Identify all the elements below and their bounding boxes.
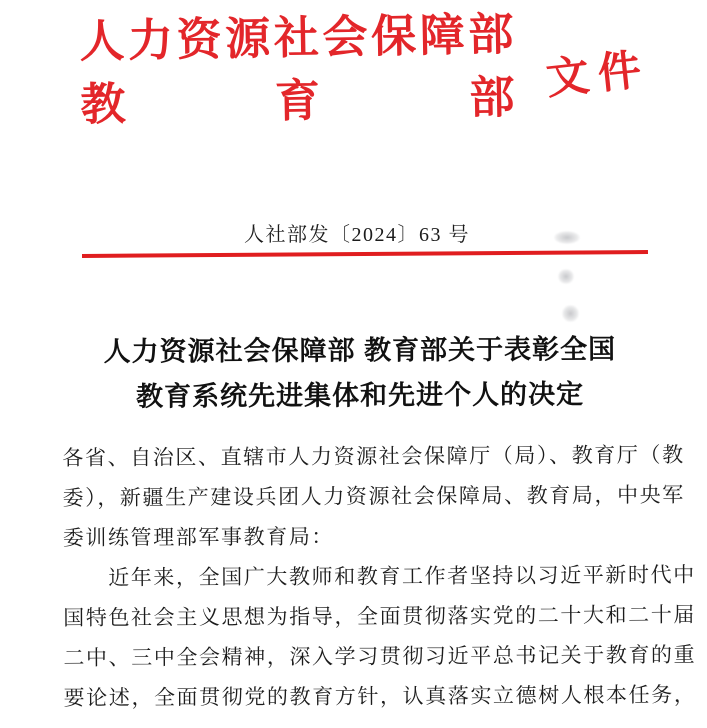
header-divider-line [82, 250, 648, 258]
title-line-2: 教育系统先进集体和先进个人的决定 [136, 379, 585, 412]
body-line-paragraph-4: 要论述，全面贯彻党的教育方针，认真落实立德树人根本任务， [63, 682, 697, 710]
scan-smudge [554, 231, 580, 244]
body-line-recipients-3: 委训练管理部军事教育局： [62, 524, 335, 551]
document-label: 文件 [543, 46, 653, 104]
scan-smudge [562, 305, 579, 322]
body-line-recipients-2: 委），新疆生产建设兵团人力资源社会保障局、教育局，中央军 [62, 482, 685, 511]
document-body [62, 435, 699, 718]
document-number: 人社部发〔2024〕63 号 [244, 224, 470, 246]
document-title [60, 327, 660, 420]
letterhead [79, 6, 515, 134]
title-line-1: 人力资源社会保障部 教育部关于表彰全国 [103, 334, 617, 367]
body-line-paragraph-2: 国特色社会主义思想为指导，全面贯彻落实党的二十大和二十届 [63, 602, 697, 630]
body-line-recipients-1: 各省、自治区、直辖市人力资源社会保障厅（局）、教育厅（教 [62, 442, 685, 471]
agency-name-mohrss: 人力资源社会保障部 [79, 9, 514, 68]
body-line-paragraph-3: 二中、三中全会精神，深入学习贯彻习近平总书记关于教育的重 [63, 642, 697, 670]
agency-name-moe: 教育部 [80, 72, 515, 130]
scan-smudge [558, 269, 574, 284]
body-line-paragraph-1: 近年来，全国广大教师和教育工作者坚持以习近平新时代中 [62, 562, 696, 590]
